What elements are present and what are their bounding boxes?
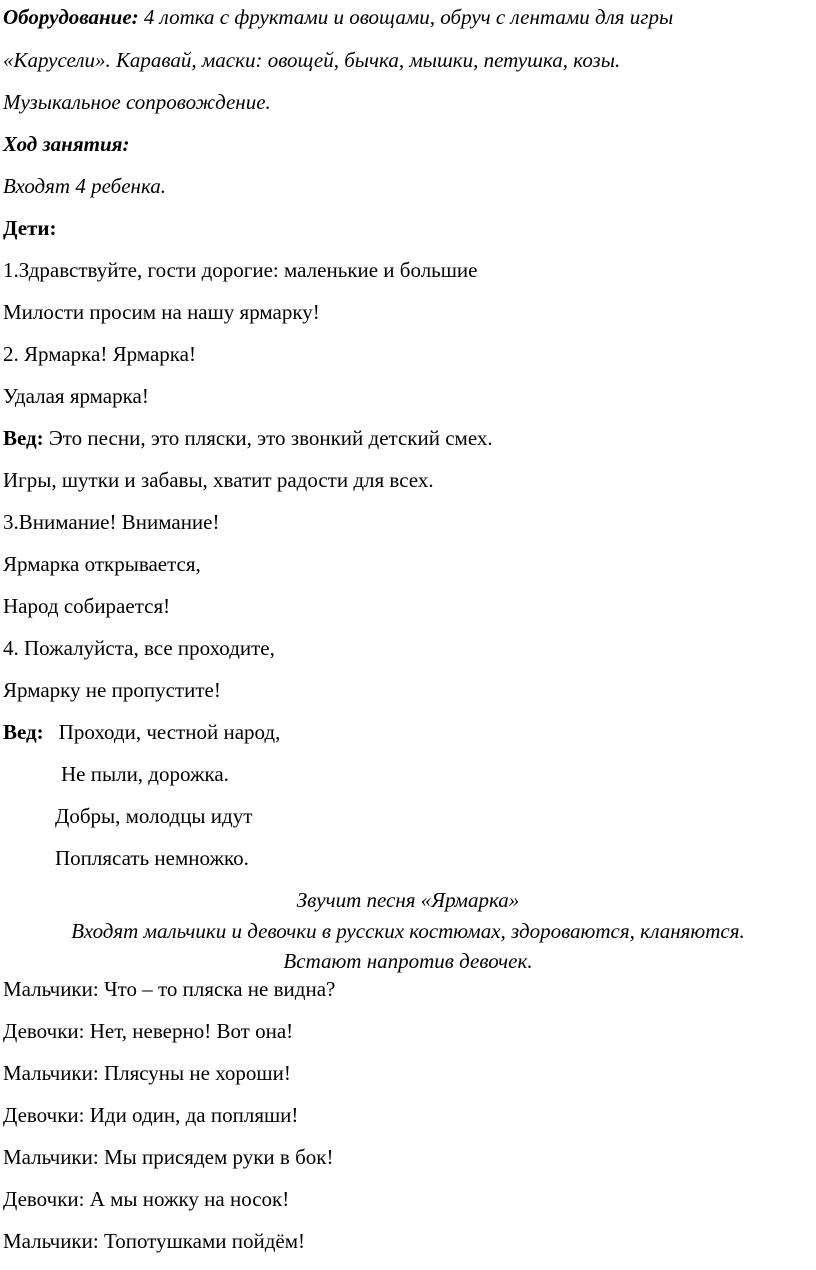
verse-line-3: 2. Ярмарка! Ярмарка! bbox=[3, 342, 196, 366]
verse-line-6: Игры, шутки и забавы, хватит радости для всех. bbox=[3, 468, 434, 492]
dialogue-line-4: Девочки: Иди один, да попляши! bbox=[3, 1103, 299, 1127]
equipment-line-2: «Карусели». Каравай, маски: овощей, бычка, мышки, петушка, козы. bbox=[3, 48, 621, 72]
stage-direction-enter: Входят мальчики и девочки в русских костюмах, здороваются, кланяются. bbox=[71, 919, 745, 943]
verse-line-11: Ярмарку не пропустите! bbox=[3, 678, 221, 702]
dialogue-line-7: Мальчики: Топотушками пойдём! bbox=[3, 1229, 305, 1253]
host-label-2: Вед: bbox=[3, 720, 44, 744]
verse-line-9: Народ собирается! bbox=[3, 594, 171, 618]
equipment-label: Оборудование: bbox=[3, 5, 139, 29]
host-text: Это песни, это пляски, это звонкий детский смех. bbox=[43, 426, 493, 450]
verse-line-5 bbox=[3, 428, 493, 449]
verse-line-15: Поплясать немножко. bbox=[55, 846, 249, 870]
dialogue-line-1: Мальчики: Что – то пляска не видна? bbox=[3, 977, 336, 1001]
verse-line-7: 3.Внимание! Внимание! bbox=[3, 510, 220, 534]
equipment-line-1 bbox=[3, 7, 673, 28]
verse-line-4: Удалая ярмарка! bbox=[3, 384, 149, 408]
verse-line-1: 1.Здравствуйте, гости дорогие: маленькие и большие bbox=[3, 258, 478, 282]
host-text-2: Проходи, честной народ, bbox=[58, 720, 281, 744]
equipment-text-1: 4 лотка с фруктами и овощами, обруч с лентами для игры bbox=[138, 5, 674, 29]
verse-line-10: 4. Пожалуйста, все проходите, bbox=[3, 636, 275, 660]
enter-note: Входят 4 ребенка. bbox=[3, 174, 166, 198]
host-label: Вед: bbox=[3, 426, 44, 450]
children-label: Дети: bbox=[3, 216, 57, 240]
dialogue-line-5: Мальчики: Мы присядем руки в бок! bbox=[3, 1145, 334, 1169]
verse-line-13: Не пыли, дорожка. bbox=[61, 762, 229, 786]
verse-line-2: Милости просим на нашу ярмарку! bbox=[3, 300, 320, 324]
equipment-line-3: Музыкальное сопровождение. bbox=[3, 90, 271, 114]
verse-line-12 bbox=[3, 722, 280, 743]
lesson-heading: Ход занятия: bbox=[3, 132, 130, 156]
dialogue-line-6: Девочки: А мы ножку на носок! bbox=[3, 1187, 290, 1211]
dialogue-line-2: Девочки: Нет, неверно! Вот она! bbox=[3, 1019, 294, 1043]
verse-line-14: Добры, молодцы идут bbox=[55, 804, 253, 828]
stage-direction-stand: Встают напротив девочек. bbox=[283, 949, 533, 973]
stage-direction-song: Звучит песня «Ярмарка» bbox=[296, 888, 520, 912]
dialogue-line-3: Мальчики: Плясуны не хороши! bbox=[3, 1061, 291, 1085]
verse-line-8: Ярмарка открывается, bbox=[3, 552, 201, 576]
